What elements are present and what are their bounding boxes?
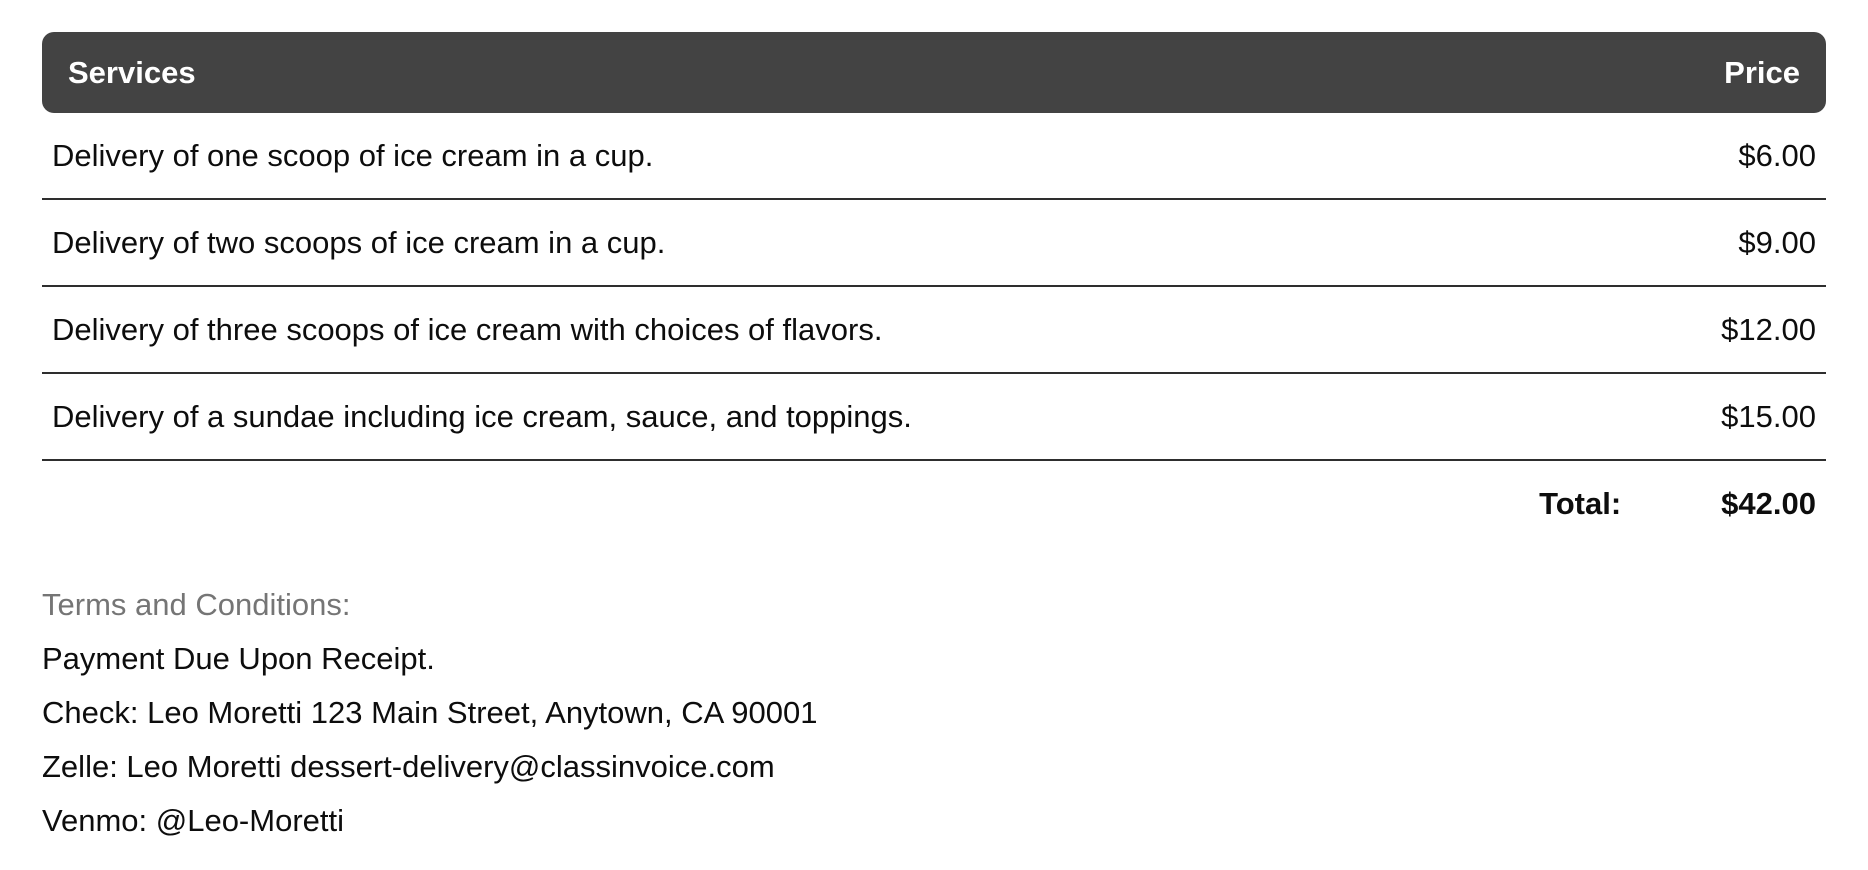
terms-line-check: Check: Leo Moretti 123 Main Street, Anytown, CA 90001 xyxy=(42,695,818,730)
terms-and-conditions-section xyxy=(42,578,1826,848)
total-row xyxy=(42,461,1826,546)
terms-line-payment: Payment Due Upon Receipt. xyxy=(42,641,435,676)
service-description: Delivery of three scoops of ice cream with choices of flavors. xyxy=(52,311,883,347)
column-header-price: Price xyxy=(1724,54,1800,90)
service-price: $9.00 xyxy=(1738,224,1816,260)
service-price: $15.00 xyxy=(1721,398,1816,434)
terms-line-venmo: Venmo: @Leo-Moretti xyxy=(42,803,344,838)
service-price: $12.00 xyxy=(1721,311,1816,347)
column-header-services: Services xyxy=(68,54,196,90)
table-row xyxy=(42,287,1826,374)
invoice-services-table xyxy=(42,32,1826,546)
total-label: Total: xyxy=(1539,485,1622,521)
table-header-row xyxy=(42,32,1826,113)
service-description: Delivery of two scoops of ice cream in a cup. xyxy=(52,224,666,260)
table-row xyxy=(42,113,1826,200)
total-value: $42.00 xyxy=(1721,485,1816,521)
terms-heading: Terms and Conditions: xyxy=(42,587,351,622)
table-row xyxy=(42,200,1826,287)
service-description: Delivery of a sundae including ice cream, sauce, and toppings. xyxy=(52,398,912,434)
service-description: Delivery of one scoop of ice cream in a cup. xyxy=(52,137,654,173)
table-row xyxy=(42,374,1826,461)
service-price: $6.00 xyxy=(1738,137,1816,173)
terms-line-zelle: Zelle: Leo Moretti dessert-delivery@classinvoice.com xyxy=(42,749,775,784)
